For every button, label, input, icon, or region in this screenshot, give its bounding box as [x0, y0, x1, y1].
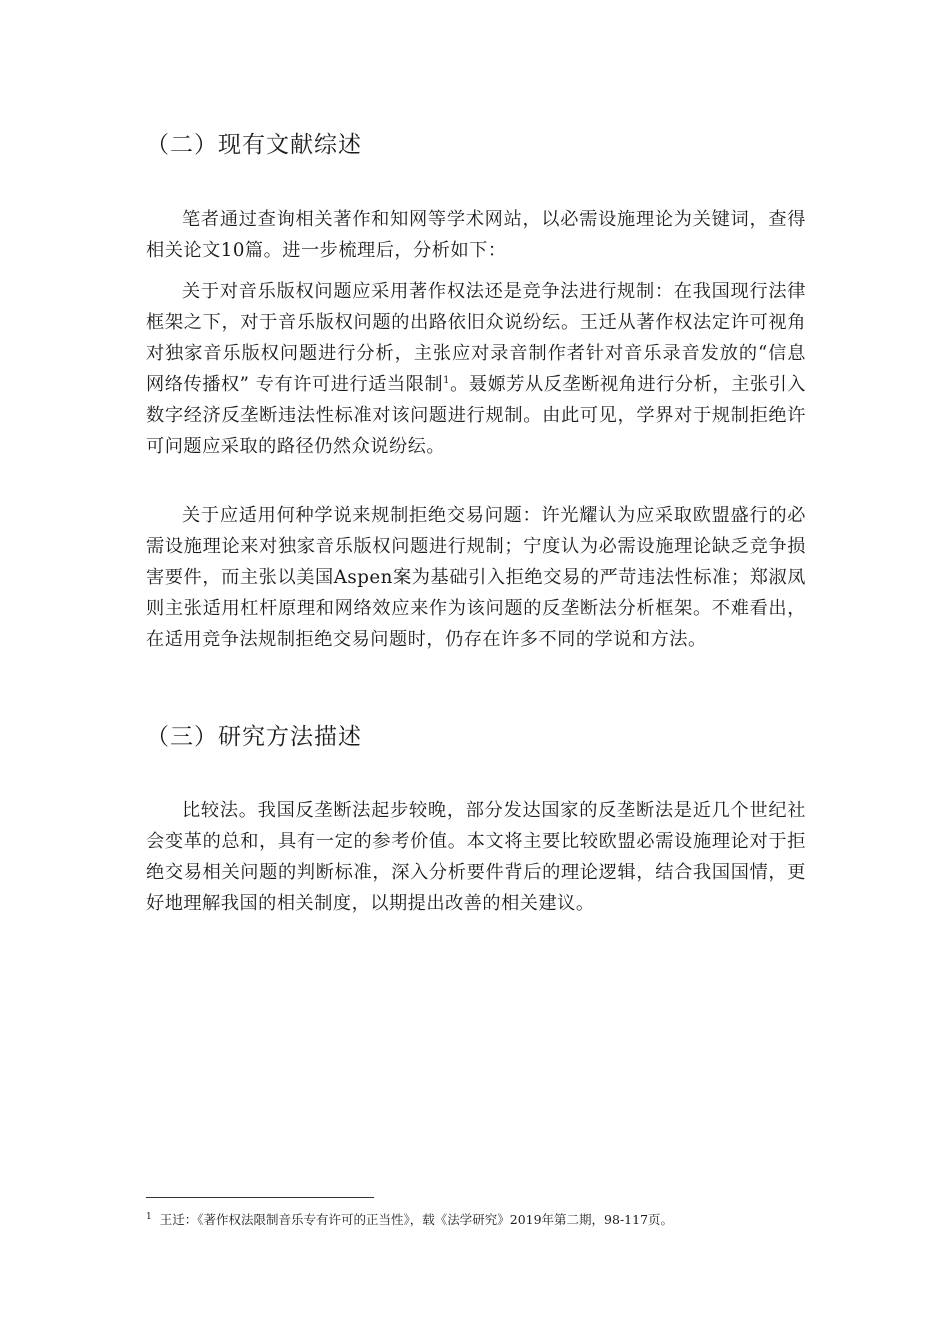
paragraph-refusal-to-deal-theories: 关于应适用何种学说来规制拒绝交易问题：许光耀认为应采取欧盟盛行的必需设施理论来对独家音乐版权问题进行规制；宁度认为必需设施理论缺乏竞争损害要件，而主张以美国Aspen案为基础引入拒绝交易的严苛违法性标准；郑淑凤则主张适用杠杆原理和网络效应来作为该问题的反垄断法分析框架。不难看出，在适用竞争法规制拒绝交易问题时，仍存在许多不同的学说和方法。	[146, 505, 806, 650]
footnote	[146, 1211, 826, 1229]
footnote-reference[interactable]: 1	[443, 374, 451, 386]
footnote-separator	[146, 1197, 374, 1198]
footnote-number: 1	[146, 1211, 152, 1222]
paragraph-text-part-1: 关于对音乐版权问题应采用著作权法还是竞争法进行规制：在我国现行法律框架之下，对于音乐版权问题的出路依旧众说纷纭。王迁从著作权法定许可视角对独家音乐版权问题进行分析，主张应对录音制作者针对音乐录音发放的“信息网络传播权” 专有许可进行适当限制	[146, 281, 806, 395]
footnote-text: 王迁：《著作权法限制音乐专有许可的正当性》，载《法学研究》2019年第二期，98-117页。	[159, 1212, 674, 1227]
section-heading-research-method: （三）研究方法描述	[146, 724, 362, 750]
paragraph-search-method: 笔者通过查询相关著作和知网等学术网站，以必需设施理论为关键词，查得相关论文10篇。进一步梳理后，分析如下：	[146, 209, 806, 261]
paragraph-text-part-2: 。聂嫄芳从反垄断视角进行分析，主张引入数字经济反垄断违法性标准对该问题进行规制。由此可见，学界对于规制拒绝许可问题应采取的路径仍然众说纷纭。	[146, 374, 806, 457]
paragraph-copyright-vs-competition	[146, 276, 806, 462]
paragraph-comparative-method: 比较法。我国反垄断法起步较晚，部分发达国家的反垄断法是近几个世纪社会变革的总和，具有一定的参考价值。本文将主要比较欧盟必需设施理论对于拒绝交易相关问题的判断标准，深入分析要件背后的理论逻辑，结合我国国情，更好地理解我国的相关制度，以期提出改善的相关建议。	[146, 800, 806, 914]
section-heading-literature-review: （二）现有文献综述	[146, 132, 362, 158]
